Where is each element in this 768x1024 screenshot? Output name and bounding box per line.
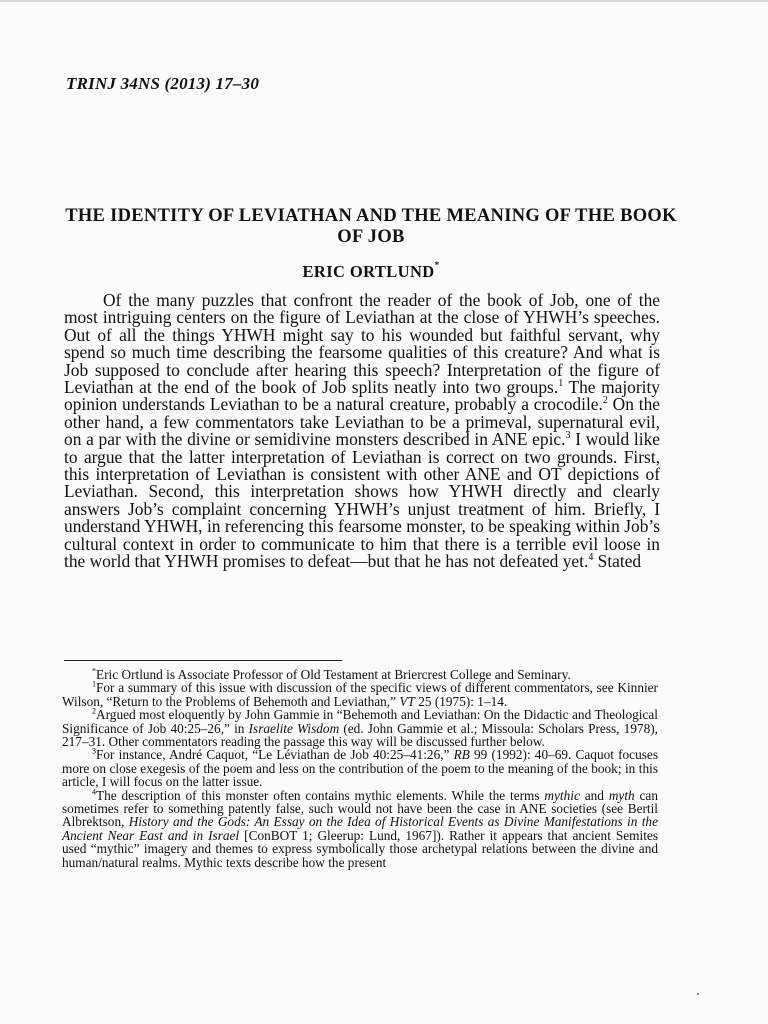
footnote-text: 25 (1975): 1–14.	[414, 693, 508, 709]
footnote-ref: 1	[558, 378, 564, 390]
footnote-4	[62, 789, 658, 869]
footnote-italic: Israelite Wisdom	[248, 720, 340, 736]
footnote-italic: History and the Gods: An Essay on the Idea of Historical Events as Divine Manifestations in the Ancient Near East and in Israel	[62, 814, 658, 843]
footnote-marker: *	[92, 666, 96, 676]
footnote-divider	[64, 660, 342, 661]
journal-citation: TRINJ 34NS (2013) 17–30	[66, 74, 260, 93]
footnote-italic: RB	[453, 747, 470, 763]
footnote-text: For a summary of this issue with discussion of the specific views of different commentators, see Kinnier Wilson, “Return to the Problems of Behemoth and Leviathan,”	[62, 680, 658, 709]
body-text-segment: Stated	[593, 551, 642, 572]
article-author	[60, 262, 682, 282]
footnote-3	[62, 748, 658, 788]
body-text-segment: On the other hand, a few commentators take Leviathan to be a primeval, supernatural evil, on a par with the divine or semidivine monsters described in ANE epic.	[64, 394, 660, 450]
footnote-italic: mythic	[544, 787, 580, 803]
footnote-marker: 3	[92, 747, 96, 757]
footnotes-section	[62, 668, 658, 869]
footnote-text: (ed. John Gammie et al.; Missoula: Scholars Press, 1978), 217–31. Other commentators reading the passage this way will be discussed further below.	[62, 720, 659, 750]
footnote-ref: 4	[588, 552, 594, 564]
footnote-marker: 2	[92, 706, 96, 716]
footnote-italic: VT	[399, 693, 415, 709]
footnote-text: Argued most eloquently by John Gammie in “Behemoth and Leviathan: On the Didactic and Theological Significance of Job 40:25–26,” in	[62, 707, 658, 736]
footnote-italic: myth	[608, 787, 635, 803]
article-title: THE IDENTITY OF LEVIATHAN AND THE MEANING OF THE BOOK OF JOB	[65, 206, 677, 247]
body-text-segment: The majority opinion understands Leviathan to be a natural creature, probably a crocodile.	[64, 377, 660, 415]
footnote-text: and	[579, 787, 609, 803]
footnote-1	[62, 681, 658, 708]
footnote-ref: 3	[565, 430, 571, 442]
body-paragraph	[64, 292, 660, 571]
author-name: ERIC ORTLUND	[302, 262, 435, 281]
footnote-text: Eric Ortlund is Associate Professor of Old Testament at Briercrest College and Seminary.	[96, 667, 571, 682]
footnote-ref: 2	[602, 395, 608, 407]
footnote-text: 99 (1992): 40–69. Caquot focuses more on close exegesis of the poem and less on the contribution of the poem to the meaning of the book; in this article, I will focus on the latter issue.	[62, 747, 658, 790]
body-text-segment: Of the many puzzles that confront the reader of the book of Job, one of the most intriguing centers on the figure of Leviathan at the close of YHWH’s speeches. Out of all the things YHWH might say to his wounded but faithful servant, why spend so much time describing the fearsome qualities of this creature? And what is Job supposed to conclude after hearing this speech? Interpretation of the figure of Leviathan at the end of the book of Job splits neatly into two groups.	[64, 290, 660, 398]
footnote-text: For instance, André Caquot, “Le Léviathan de Job 40:25–41:26,”	[96, 747, 454, 763]
body-text-segment: I would like to argue that the latter interpretation of Leviathan is correct on two grounds. First, this interpretation of Leviathan is consistent with other ANE and OT depictions of Leviathan. Second, this interpretation shows how YHWH directly and clearly answers Job’s complaint concerning YHWH’s unjust treatment of him. Briefly, I understand YHWH, in referencing this fearsome monster, to be speaking within Job’s cultural context in order to communicate to him that there is a terrible evil loose in the world that YHWH promises to defeat—but that he has not defeated yet.	[64, 429, 661, 572]
scan-speck	[697, 993, 699, 995]
author-note-marker: *	[434, 260, 440, 270]
footnote-marker: 1	[92, 679, 96, 689]
footnote-text: can sometimes refer to something patently false, such would not have been the case in ANE societies (see Bertil Albrektson,	[62, 787, 658, 830]
footnote-text: [ConBOT 1; Gleerup: Lund, 1967]). Rather it appears that ancient Semites used “mythic” imagery and themes to express symbolically those archetypal relations between the divine and human/natural realms. Mythic texts describe how the present	[62, 827, 658, 870]
footnote-2	[62, 708, 658, 748]
footnote-marker: 4	[92, 787, 96, 797]
page-top-edge	[0, 0, 768, 2]
footnote-text: The description of this monster often contains mythic elements. While the terms	[96, 787, 545, 803]
